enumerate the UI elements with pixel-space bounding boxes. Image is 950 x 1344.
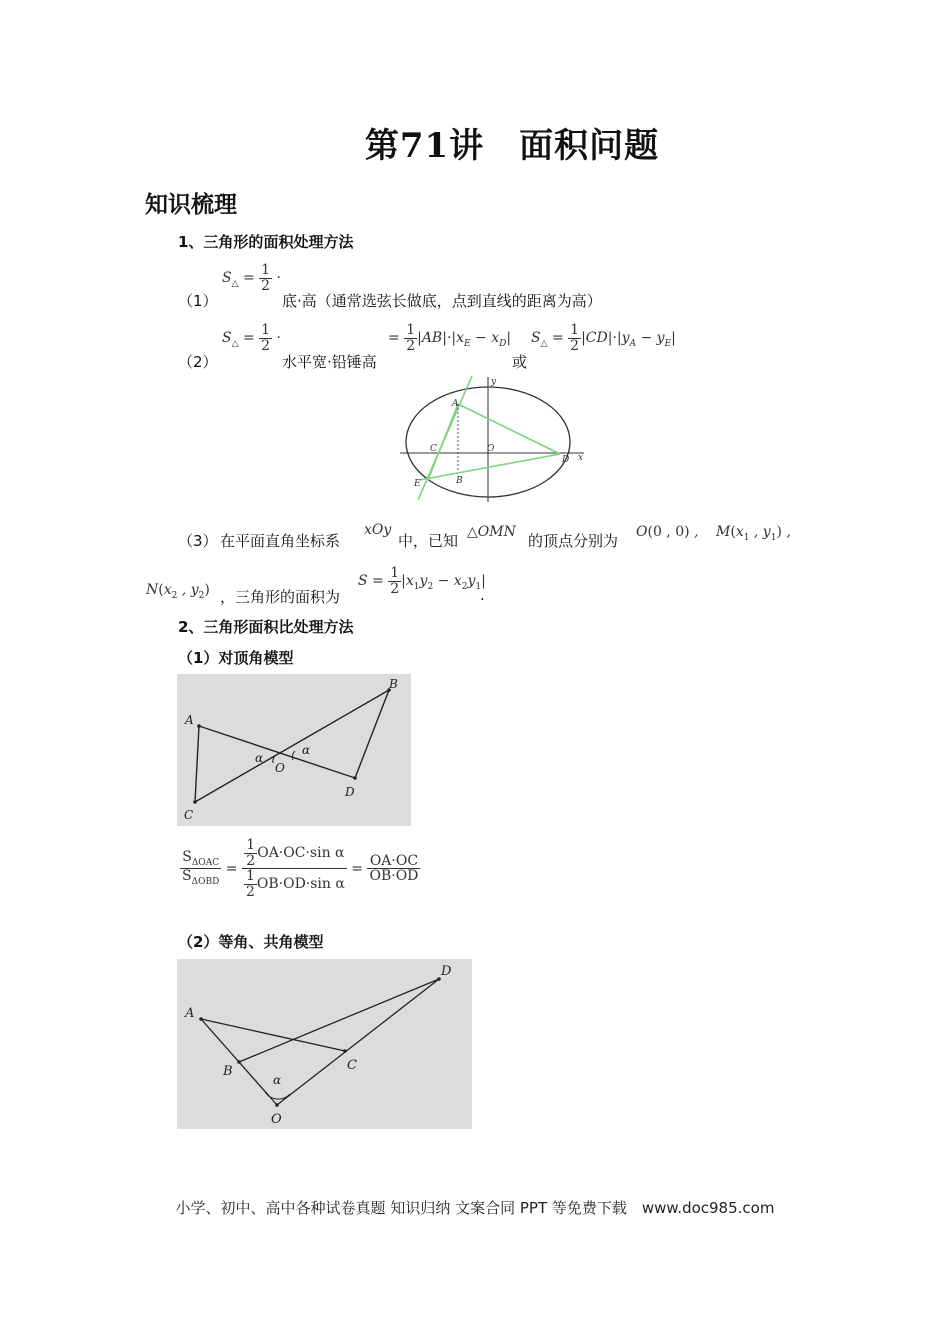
label-O: O [487, 444, 495, 454]
formula-point-o: O(0 , 0) , [636, 524, 699, 540]
page-title: 第71讲 面积问题 [364, 126, 660, 166]
formula-horizontal-width: $S_\triangle$ = $\frac{1}{2}$ · [222, 322, 281, 354]
item2-or: 或 [512, 353, 528, 371]
fig1-label-D: D [345, 785, 355, 799]
label-A: A [452, 399, 459, 409]
formula-half-base-height: $S_\triangle$ = $\frac{1}{2}$ · [222, 262, 281, 294]
label-x: x [578, 453, 584, 463]
common-angle-figure [177, 959, 472, 1129]
fig1-label-C: C [184, 808, 194, 822]
model2-heading: （2）等角、共角模型 [178, 933, 324, 951]
subheading-area-ratio: 2、三角形面积比处理方法 [178, 618, 354, 636]
fig2-label-B: B [223, 1064, 233, 1079]
formula-area-ratio: $\frac{S_{\Delta OAC}}{S_{\Delta OBD}}$ = $\frac{1}{2}$ OA·OC·sin α $\frac{1}{2}$ OB·OD·sin α = $\frac{OA\cdot OC}{OB\cdot OD}$ [182, 837, 419, 901]
item1-label: （1） [178, 292, 218, 310]
page-footer: 小学、初中、高中各种试卷真题 知识归纳 文案合同 PPT 等免费下载 www.doc985.com [175, 1199, 775, 1217]
fig2-label-A: A [185, 1006, 195, 1021]
fig2-label-O: O [271, 1112, 282, 1127]
label-C: C [430, 444, 437, 454]
fig2-label-alpha: α [273, 1073, 282, 1087]
item3-text2: 中，已知 [398, 532, 459, 550]
item3-text1: 在平面直角坐标系 [220, 532, 341, 550]
label-E: E [414, 479, 421, 489]
fig1-label-alpha2: α [302, 743, 311, 757]
fig2-label-D: D [441, 964, 452, 979]
formula-area-coordinates: S = $\frac{1}{2}$ $|x_1y_2 - x_2y_1|$ [358, 565, 486, 597]
ellipse-diagram [398, 372, 590, 506]
model1-heading: （1）对顶角模型 [178, 649, 294, 667]
subheading-triangle-area: 1、三角形的面积处理方法 [178, 233, 354, 251]
item1-text: 底·高（通常选弦长做底，点到直线的距离为高） [282, 292, 602, 310]
fig1-label-A: A [185, 713, 194, 727]
formula-xoy: xOy [364, 522, 392, 538]
item3-text3: 的顶点分别为 [528, 532, 619, 550]
formula-point-n: $N(x_2$ , $y_2$) [146, 582, 210, 601]
section-heading: 知识梳理 [145, 192, 237, 218]
item3-end: . [480, 586, 485, 604]
vertical-angle-figure [177, 674, 411, 826]
formula-ab-xe-xd: = $\frac{1}{2}$ $|AB|\cdot|x_E - x_D|$ [388, 322, 512, 354]
formula-cd-ya-ye: $S_\triangle$ = $\frac{1}{2}$ $|CD|\cdot|y_A - y_E|$ [531, 322, 676, 354]
item3-label: （3） [178, 532, 218, 550]
fig1-label-alpha1: α [255, 751, 264, 765]
item3-text4: ，三角形的面积为 [220, 588, 341, 606]
label-D: D [562, 455, 570, 465]
item2-label: （2） [178, 353, 218, 371]
label-B: B [456, 476, 463, 486]
item2-text: 水平宽·铅锤高 [282, 353, 377, 371]
fig2-label-C: C [347, 1058, 357, 1073]
formula-triangle-omn: △OMN [467, 524, 516, 540]
fig1-label-B: B [389, 677, 398, 691]
label-y: y [491, 377, 497, 387]
formula-point-m: $M(x_1$ , $y_1$) , [716, 524, 791, 543]
fig1-label-O: O [275, 761, 285, 775]
